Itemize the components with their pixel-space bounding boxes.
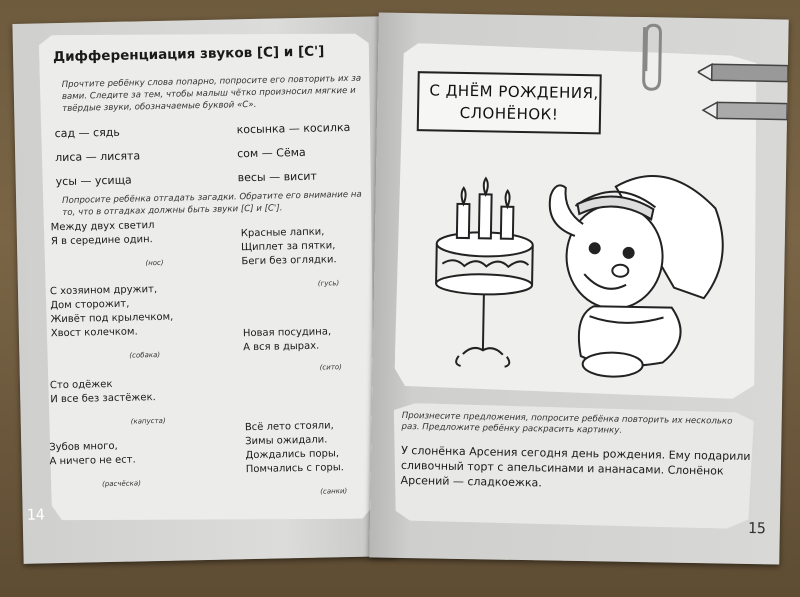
word-pair-left-3: усы — усища (55, 173, 132, 189)
birthday-banner: С ДНЁМ РОЖДЕНИЯ, СЛОНЁНОК! (417, 71, 602, 134)
riddle-3: С хозяином дружит, Дом сторожит, Живёт под крылечком, Хвост колечком. (49, 284, 174, 340)
left-page (12, 16, 397, 564)
word-pair-right-3: весы — висит (237, 169, 317, 185)
riddle-1: Между двух светил Я в середине один. (50, 220, 155, 248)
pencils-icon (697, 60, 788, 132)
riddle-6: Всё лето стояли, Зимы ожидали. Дождались поры, Помчались с горы. (244, 420, 345, 476)
page-title: Дифференциация звуков [С] и [С'] (52, 43, 325, 66)
page-number-left: 14 (26, 505, 45, 524)
paperclip-icon (633, 23, 670, 94)
word-pair-left-1: сад — сядь (54, 125, 120, 141)
right-instruction: Произнесите предложения, попросите ребёнка повторить их несколько раз. Предложите ребёнку раскрасить картинку. (401, 410, 733, 436)
riddle-7: Зубов много, А ничего не ест. (49, 440, 136, 468)
riddle-5: Сто одёжек И все без застёжек. (49, 378, 156, 406)
word-pair-left-2: лиса — лисята (55, 149, 141, 165)
instruction-2: Попросите ребёнка отгадать загадки. Обратите его внимание на то, что в отгадках должны быть звуки [С] и [С']. (61, 189, 362, 218)
riddle-2-answer: (гусь) (317, 279, 340, 288)
riddle-1-answer: (нос) (145, 258, 164, 268)
riddle-4: Новая посудина, А вся в дырах. (242, 326, 332, 354)
riddle-7-answer: (расчёска) (101, 479, 141, 489)
page-number-right: 15 (747, 518, 767, 538)
birthday-cake-icon (435, 178, 534, 368)
elephant-cake-illustration (412, 163, 736, 389)
word-pair-right-2: сом — Сёма (237, 145, 306, 161)
riddle-6-answer: (санки) (320, 487, 348, 496)
right-story-text: У слонёнка Арсения сегодня день рождения. Ему подарили сливочный торт с апельсинами и ананасами. Слонёнок Арсений — сладкоежка. (400, 443, 751, 490)
riddle-4-answer: (сито) (319, 363, 342, 372)
riddle-5-answer: (капуста) (130, 416, 166, 426)
riddle-2: Красные лапки, Щиплет за пятки, Беги без оглядки. (240, 226, 337, 268)
riddle-3-answer: (собака) (129, 350, 161, 360)
elephant-icon (547, 174, 724, 378)
instruction-1: Прочтите ребёнку слова попарно, попросите его повторить их за вами. Следите за тем, чтобы малыш чётко произносил мягкие и твёрдые звуки, обозначаемые буквой «С». (61, 73, 362, 114)
word-pair-right-1: косынка — косилка (236, 120, 351, 137)
right-page (369, 12, 788, 564)
